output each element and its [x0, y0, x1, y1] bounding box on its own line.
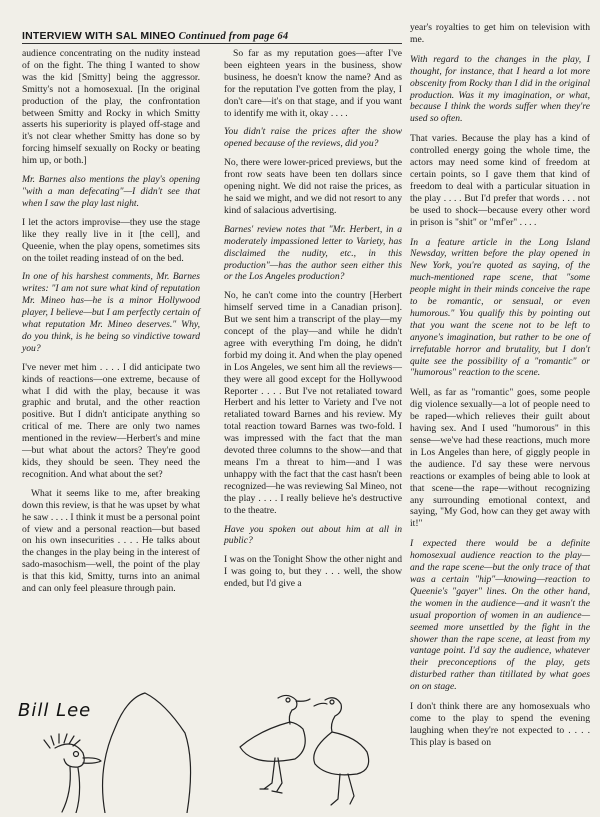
interviewer-question: You didn't raise the prices after the show opened because of the reviews, did you? — [224, 126, 402, 150]
interviewer-question: Barnes' review notes that "Mr. Herbert, in a moderately impassioned letter to Variety, has disclaimed the nudity, etc., in this production"—has the author seen either this or the Los Angeles production? — [224, 223, 402, 283]
article-title: INTERVIEW WITH SAL MINEO — [22, 30, 176, 42]
interviewer-question: In one of his harshest comments, Mr. Barnes writes: "I am not sure what kind of reputation Mr. Mineo has—he is a minor Hollywood player, I believe—but I am perfectly certain of what reputation Mr. Mineo deserves." Why, do you think, is he being so vindictive toward you? — [22, 271, 200, 354]
article-paragraph: No, he can't come into the country [Herbert himself served time in a Canadian prison]. But we sent him a transcript of the play—my concept of the play—and while he didn't agree with everything I'm doing, he didn't forbid my doing it. And when the play opened in Los Angeles, we sent him all the reviews—they were all good except for the Hollywood Reporter . . . . But I've not retaliated toward Herbert and his letter to Variety and I've not retaliated toward Barnes and his review. My total reaction toward Barnes was two-fold. I was impressed with the fact that the man devoted three columns to the show—and that means I'm a threat to him—and I was unhappy with the fact that the cast hasn't been recognized—he was reviewing Sal Mineo, not the play . . . . I really believe he's destructive to the theatre. — [224, 290, 402, 516]
article-paragraph: I've never met him . . . . I did anticipate two kinds of reactions—one extreme, because of what I did with the play, because it was graphic and brutal, and the other reaction positive. But I didn't anticipate anything so critical of me. There are only two names mentioned in the review—Herbert's and mine—but what about the actors? They're good kids, they should be seen. They need the recognition. And what about the set? — [22, 361, 200, 480]
text-column-2 — [224, 48, 402, 674]
continued-note: Continued from page 64 — [178, 31, 289, 42]
article-paragraph: I was on the Tonight Show the other night and I was going to, but they . . . well, the show ended, but I'd give a — [224, 554, 402, 590]
text-column-1 — [22, 48, 200, 668]
interviewer-question: I expected there would be a definite homosexual audience reaction to the play—and the rape scene—but the only trace of that was a certain "hip"—knowing—reaction to Queenie's "gayer" lines. On the other hand, the women in the audience—and it wasn't the usual proportion of women in an audience—seemed more unsettled by the fight in the shower than the rape scene, at least from my vantage point. I'd say the audience, whatever their preconceptions of the play, gets disturbed rather than titillated by what goes on on stage. — [410, 538, 590, 693]
article-paragraph: year's royalties to get him on television with me. — [410, 22, 590, 45]
cartoon-birds-illustration — [10, 688, 400, 813]
interviewer-question: In a feature article in the Long Island Newsday, written before the play opened in New York, you're quoted as saying, of the much-mentioned rape scene, that "some people might in their minds conceive the rape to be romantic, or sensual, or even humorous." You qualify this by pointing out that you want the scene not to be left to anyone's imagination, but rather to be one of irrefutable horror and brutality, but I don't quite see the possibility of a "romantic" or "humorous" reaction to the scene. — [410, 236, 590, 379]
article-paragraph: I let the actors improvise—they use the stage like they really live in it [the cell], and Queenie, when the play opens, sometimes sits on the toilet reading instead of on the bed. — [22, 216, 200, 264]
text-column-3 — [410, 22, 590, 812]
article-paragraph: Well, as far as "romantic" goes, some people dig violence sexually—a lot of people need to be raped—which relieves their guilt about having sex. And I used "humorous" in this sense—we've had these reactions, much more in Los Angeles than here, of giggly people in the audience. I'd say these were nervous reactions or examples of being able to look at that scene—the rape—without recognizing any surrounding emotional context, and saying, "My God, how can they get away with it!" — [410, 387, 590, 530]
article-paragraph: No, there were lower-priced previews, but the front row seats have been ten dollars since opening night. We did not raise the prices, as he said we might, and we did not resort to any kind of salacious advertising. — [224, 157, 402, 216]
artist-signature: Bill Lee — [18, 700, 92, 721]
article-paragraph: audience concentrating on the nudity instead of on the fight. The thing I wanted to show was the kid [Smitty] being the aggressor. Smitty's not a homosexual. [In the original production of the play, the confrontation between Smitty and Rocky in which Smitty asserts his superiority is played off-stage and it's not clear whether Smitty has done so by forcing himself sexually on Rocky or beating him up, or both.] — [22, 48, 200, 167]
running-header — [22, 30, 402, 42]
header-rule — [22, 43, 402, 44]
article-paragraph: That varies. Because the play has a kind of controlled energy going the whole time, the actors may need some kind of freedom at certain points, so I gave them that kind of freedom to deal with a particular situation in the play . . . . But I'd prefer that words . . . not be used to shock—because every other word in prison is "shit" or "mf'er" . . . . — [410, 133, 590, 228]
interviewer-question: Have you spoken out about him at all in public? — [224, 523, 402, 547]
interviewer-question: With regard to the changes in the play, I thought, for instance, that I heard a lot more obscenity from Rocky than I did in the original production. Was it my imagination, or what, because I think the words suffer when they're used so often. — [410, 53, 590, 125]
article-paragraph: What it seems like to me, after breaking down this review, is that he was upset by what he saw . . . . I think it must be a personal point of view and a personal reaction—but based on his own insecurities . . . . He talks about the changes in the play being in the interest of sado-masochism—well, the point of the play is that this kid, Smitty, turns into an animal and can only feel pleasure through pain. — [22, 487, 200, 595]
article-paragraph: So far as my reputation goes—after I've been eighteen years in the business, show business, he doesn't know the name? And as for the reputation I've gotten from the play, I don't care—it's on that stage, and if you want to identify me with it, okay . . . . — [224, 48, 402, 119]
article-paragraph: I don't think there are any homosexuals who come to the play to spend the evening laughing when they're not expected to . . . . This play is based on — [410, 701, 590, 748]
interviewer-question: Mr. Barnes also mentions the play's opening "with a man defecating"—I didn't see that when I saw the play last night. — [22, 174, 200, 209]
